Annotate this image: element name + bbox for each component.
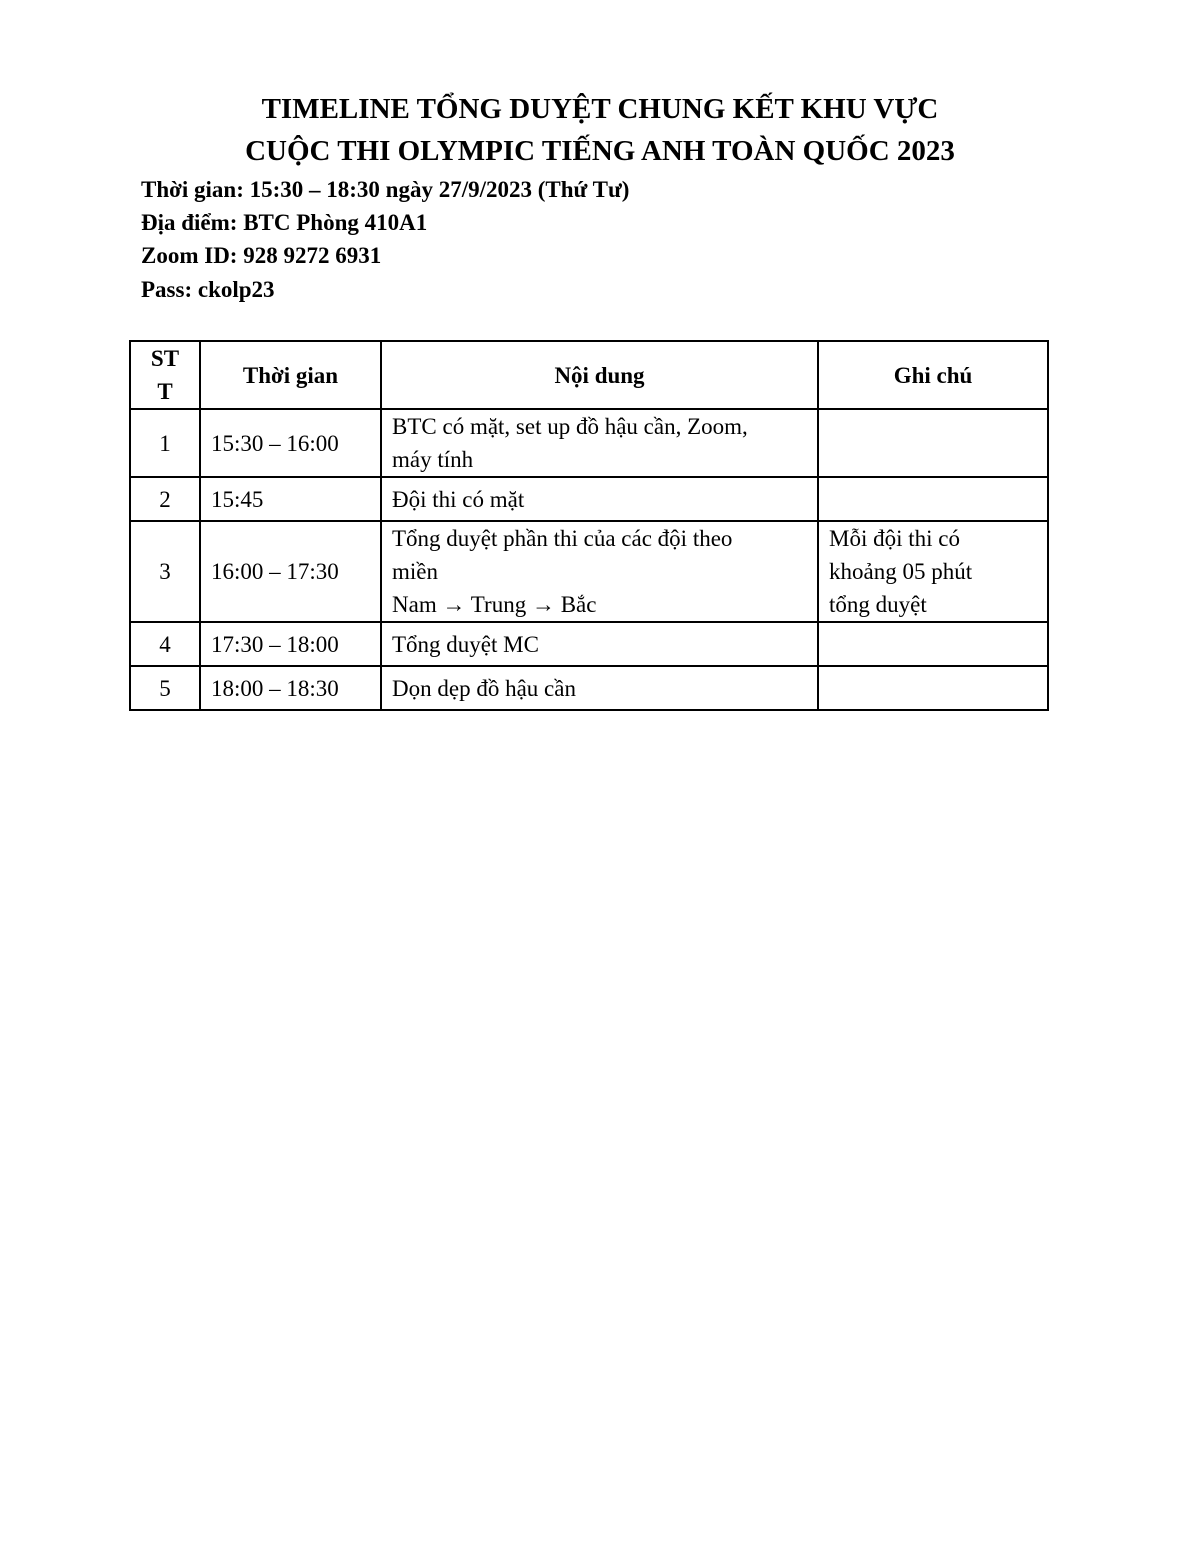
row-stt: 4 bbox=[130, 622, 200, 666]
row-content-line: Tổng duyệt phần thi của các đội theo bbox=[392, 526, 733, 551]
document-title-line-2: CUỘC THI OLYMPIC TIẾNG ANH TOÀN QUỐC 2023 bbox=[245, 135, 955, 167]
row-note bbox=[818, 666, 1048, 710]
row-time: 16:00 – 17:30 bbox=[200, 521, 381, 622]
info-location: Địa điểm: BTC Phòng 410A1 bbox=[141, 210, 428, 235]
header-note: Ghi chú bbox=[818, 341, 1048, 409]
row-stt: 1 bbox=[130, 409, 200, 477]
row-content-line: máy tính bbox=[392, 447, 474, 472]
row-content-line: miền bbox=[392, 559, 438, 584]
row-time: 15:30 – 16:00 bbox=[200, 409, 381, 477]
row-time: 17:30 – 18:00 bbox=[200, 622, 381, 666]
row-note bbox=[818, 477, 1048, 521]
info-zoom-id: Zoom ID: 928 9272 6931 bbox=[141, 243, 382, 268]
row-content: Tổng duyệt MC bbox=[381, 622, 818, 666]
table-row bbox=[130, 477, 1048, 521]
row-content: Dọn dẹp đồ hậu cần bbox=[381, 666, 818, 710]
row-content-line: Nam → Trung → Bắc bbox=[392, 592, 597, 617]
row-note-line: tổng duyệt bbox=[829, 592, 927, 617]
header-stt-line-2: T bbox=[157, 379, 173, 404]
row-stt: 2 bbox=[130, 477, 200, 521]
row-content bbox=[381, 521, 818, 622]
row-time: 15:45 bbox=[200, 477, 381, 521]
timeline-table bbox=[129, 340, 1049, 711]
info-time: Thời gian: 15:30 – 18:30 ngày 27/9/2023 (Thứ Tư) bbox=[141, 177, 630, 202]
header-time: Thời gian bbox=[200, 341, 381, 409]
row-content bbox=[381, 409, 818, 477]
table-row bbox=[130, 521, 1048, 622]
table-header-row bbox=[130, 341, 1048, 409]
header-stt-line-1: ST bbox=[150, 346, 180, 371]
row-note-line: khoảng 05 phút bbox=[829, 559, 973, 584]
row-content: Đội thi có mặt bbox=[381, 477, 818, 521]
row-time: 18:00 – 18:30 bbox=[200, 666, 381, 710]
table-row bbox=[130, 409, 1048, 477]
info-pass: Pass: ckolp23 bbox=[141, 277, 275, 302]
header-content: Nội dung bbox=[381, 341, 818, 409]
row-content-line: BTC có mặt, set up đồ hậu cần, Zoom, bbox=[392, 414, 748, 439]
document-title-line-1: TIMELINE TỔNG DUYỆT CHUNG KẾT KHU VỰC bbox=[261, 93, 939, 125]
row-stt: 3 bbox=[130, 521, 200, 622]
table-row bbox=[130, 666, 1048, 710]
row-note bbox=[818, 409, 1048, 477]
header-stt bbox=[130, 341, 200, 409]
row-note bbox=[818, 622, 1048, 666]
row-note bbox=[818, 521, 1048, 622]
row-stt: 5 bbox=[130, 666, 200, 710]
table-row bbox=[130, 622, 1048, 666]
row-note-line: Mỗi đội thi có bbox=[829, 526, 960, 551]
